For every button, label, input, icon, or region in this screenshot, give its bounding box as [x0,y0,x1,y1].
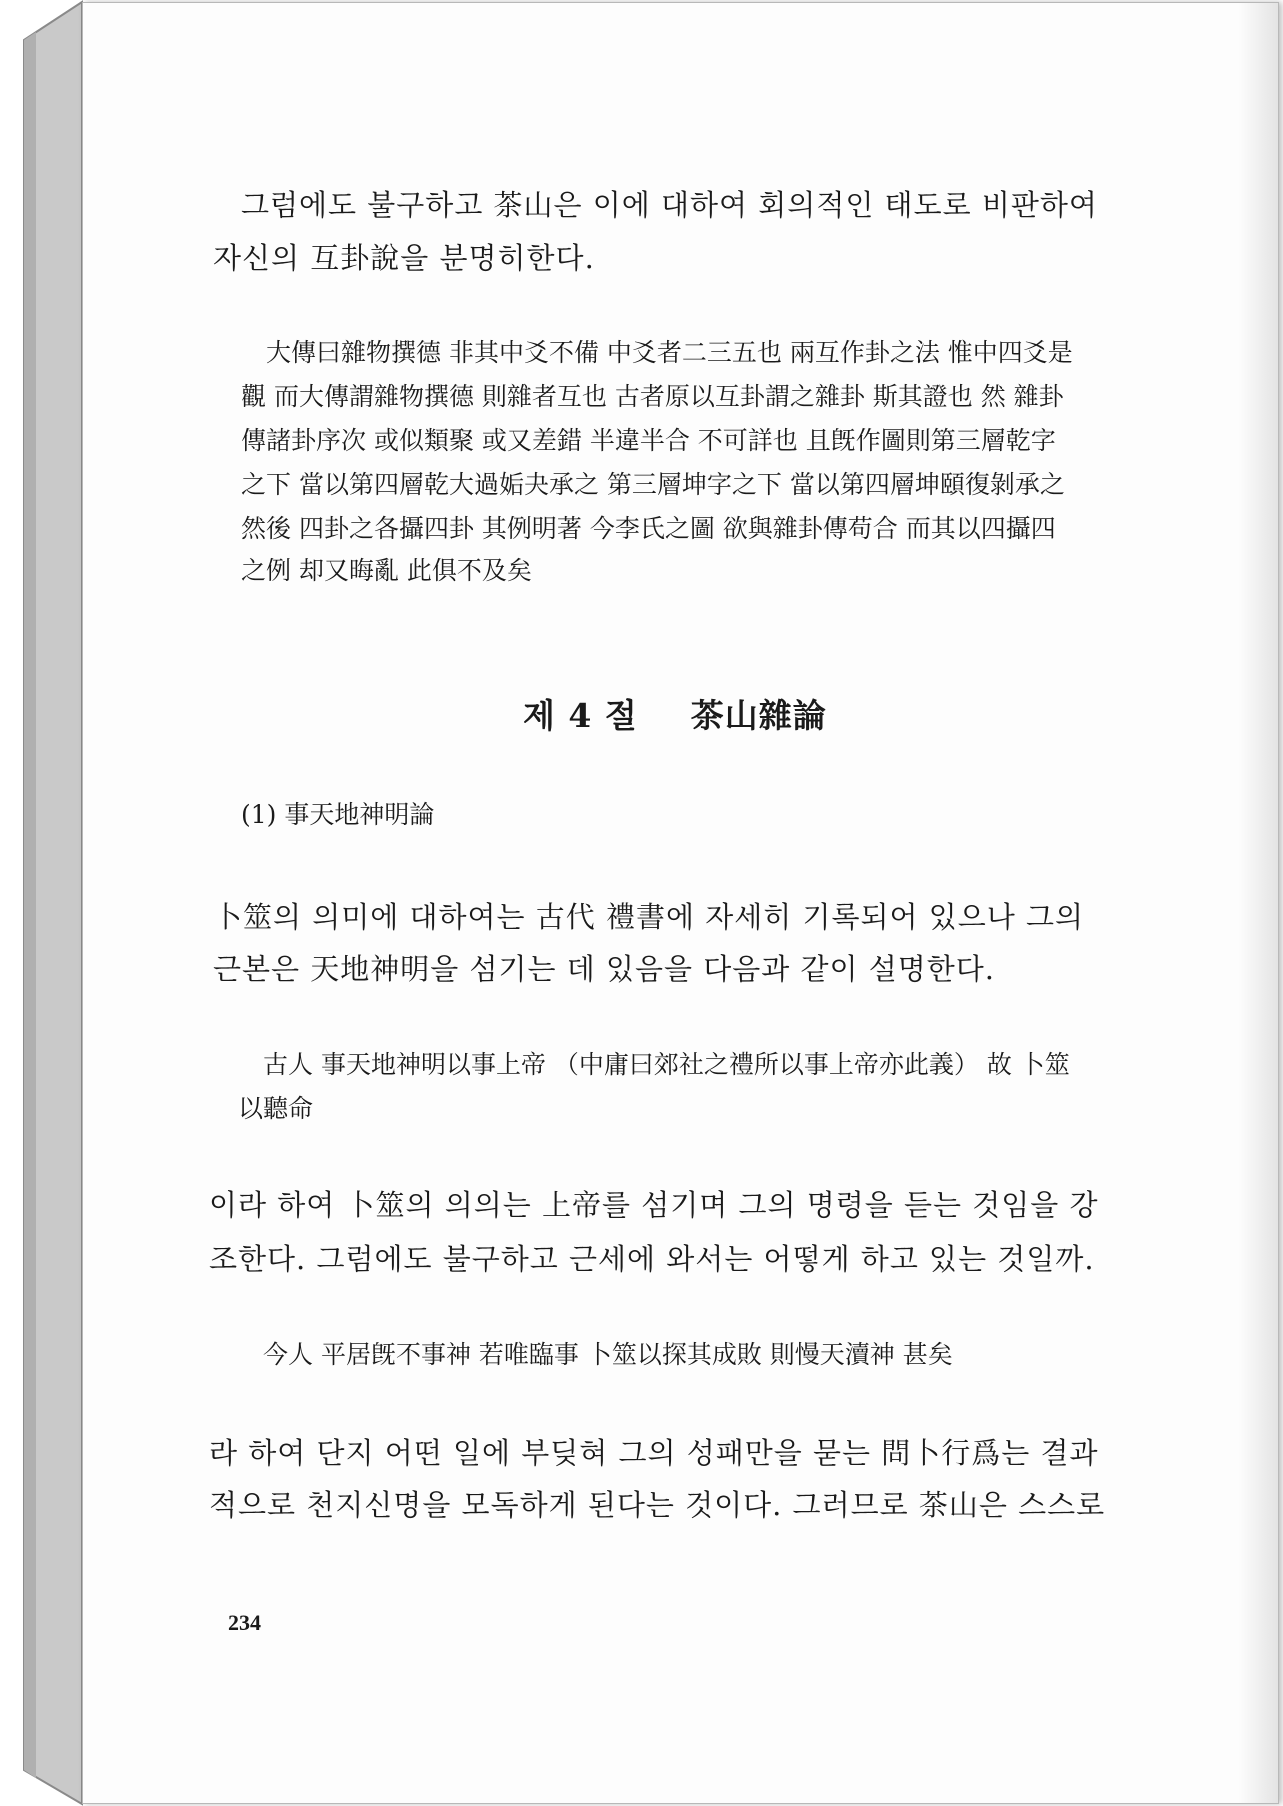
paragraph-3-line-1: 이라 하여 卜筮의 의의는 上帝를 섬기며 그의 명령을 듣는 것임을 강 [209,1188,1099,1222]
paragraph-1-line-2: 자신의 互卦說을 분명히한다. [213,241,595,275]
paragraph-4-line-2: 적으로 천지신명을 모독하게 된다는 것이다. 그러므로 茶山은 스스로 [209,1488,1106,1522]
quote-1-line-6: 之例 却又晦亂 此俱不及矣 [241,556,532,585]
page-edge-shadow [1238,3,1278,1803]
paragraph-2-line-1: 卜筮의 의미에 대하여는 古代 禮書에 자세히 기록되어 있으나 그의 [213,900,1085,934]
section-number: 제 4 절 [523,696,638,735]
book-spine [0,0,90,1806]
paragraph-4-line-1: 라 하여 단지 어떤 일에 부딪혀 그의 성패만을 묻는 問卜行爲는 결과 [209,1436,1099,1470]
quote-3-line-1: 今人 平居旣不事神 若唯臨事 卜筮以探其成敗 則慢天瀆神 甚矣 [263,1340,953,1369]
paragraph-2-line-2: 근본은 天地神明을 섬기는 데 있음을 다음과 같이 설명한다. [213,952,996,986]
quote-2-line-1: 古人 事天地神明以事上帝 （中庸曰郊社之禮所以事上帝亦此義） 故 卜筮 [263,1050,1070,1079]
quote-1-line-3: 傳諸卦序次 或似類聚 或又差錯 半違半合 不可詳也 且旣作圖則第三層乾字 [241,426,1056,455]
quote-1-line-4: 之下 當以第四層乾大過姤夬承之 第三層坤字之下 當以第四層坤頤復剝承之 [241,470,1065,499]
page-number: 234 [228,1610,261,1635]
section-heading [523,690,827,737]
subsection-heading: (1) 事天地神明論 [241,800,435,829]
quote-1-line-5: 然後 四卦之各攝四卦 其例明著 今李氏之圖 欲與雜卦傳苟合 而其以四攝四 [241,514,1056,543]
quote-1-line-2: 觀 而大傳謂雜物撰德 則雜者互也 古者原以互卦謂之雜卦 斯其證也 然 雜卦 [241,382,1064,411]
quote-1-line-1: 大傳曰雜物撰德 非其中爻不備 中爻者二三五也 兩互作卦之法 惟中四爻是 [266,338,1073,367]
quote-2-line-2: 以聽命 [238,1094,314,1123]
paragraph-3-line-2: 조한다. 그럼에도 불구하고 근세에 와서는 어떻게 하고 있는 것일까. [209,1242,1095,1276]
section-title: 茶山雜論 [690,696,827,735]
book-page [82,2,1279,1804]
paragraph-1-line-1: 그럼에도 불구하고 茶山은 이에 대하여 회의적인 태도로 비판하여 [241,188,1098,222]
